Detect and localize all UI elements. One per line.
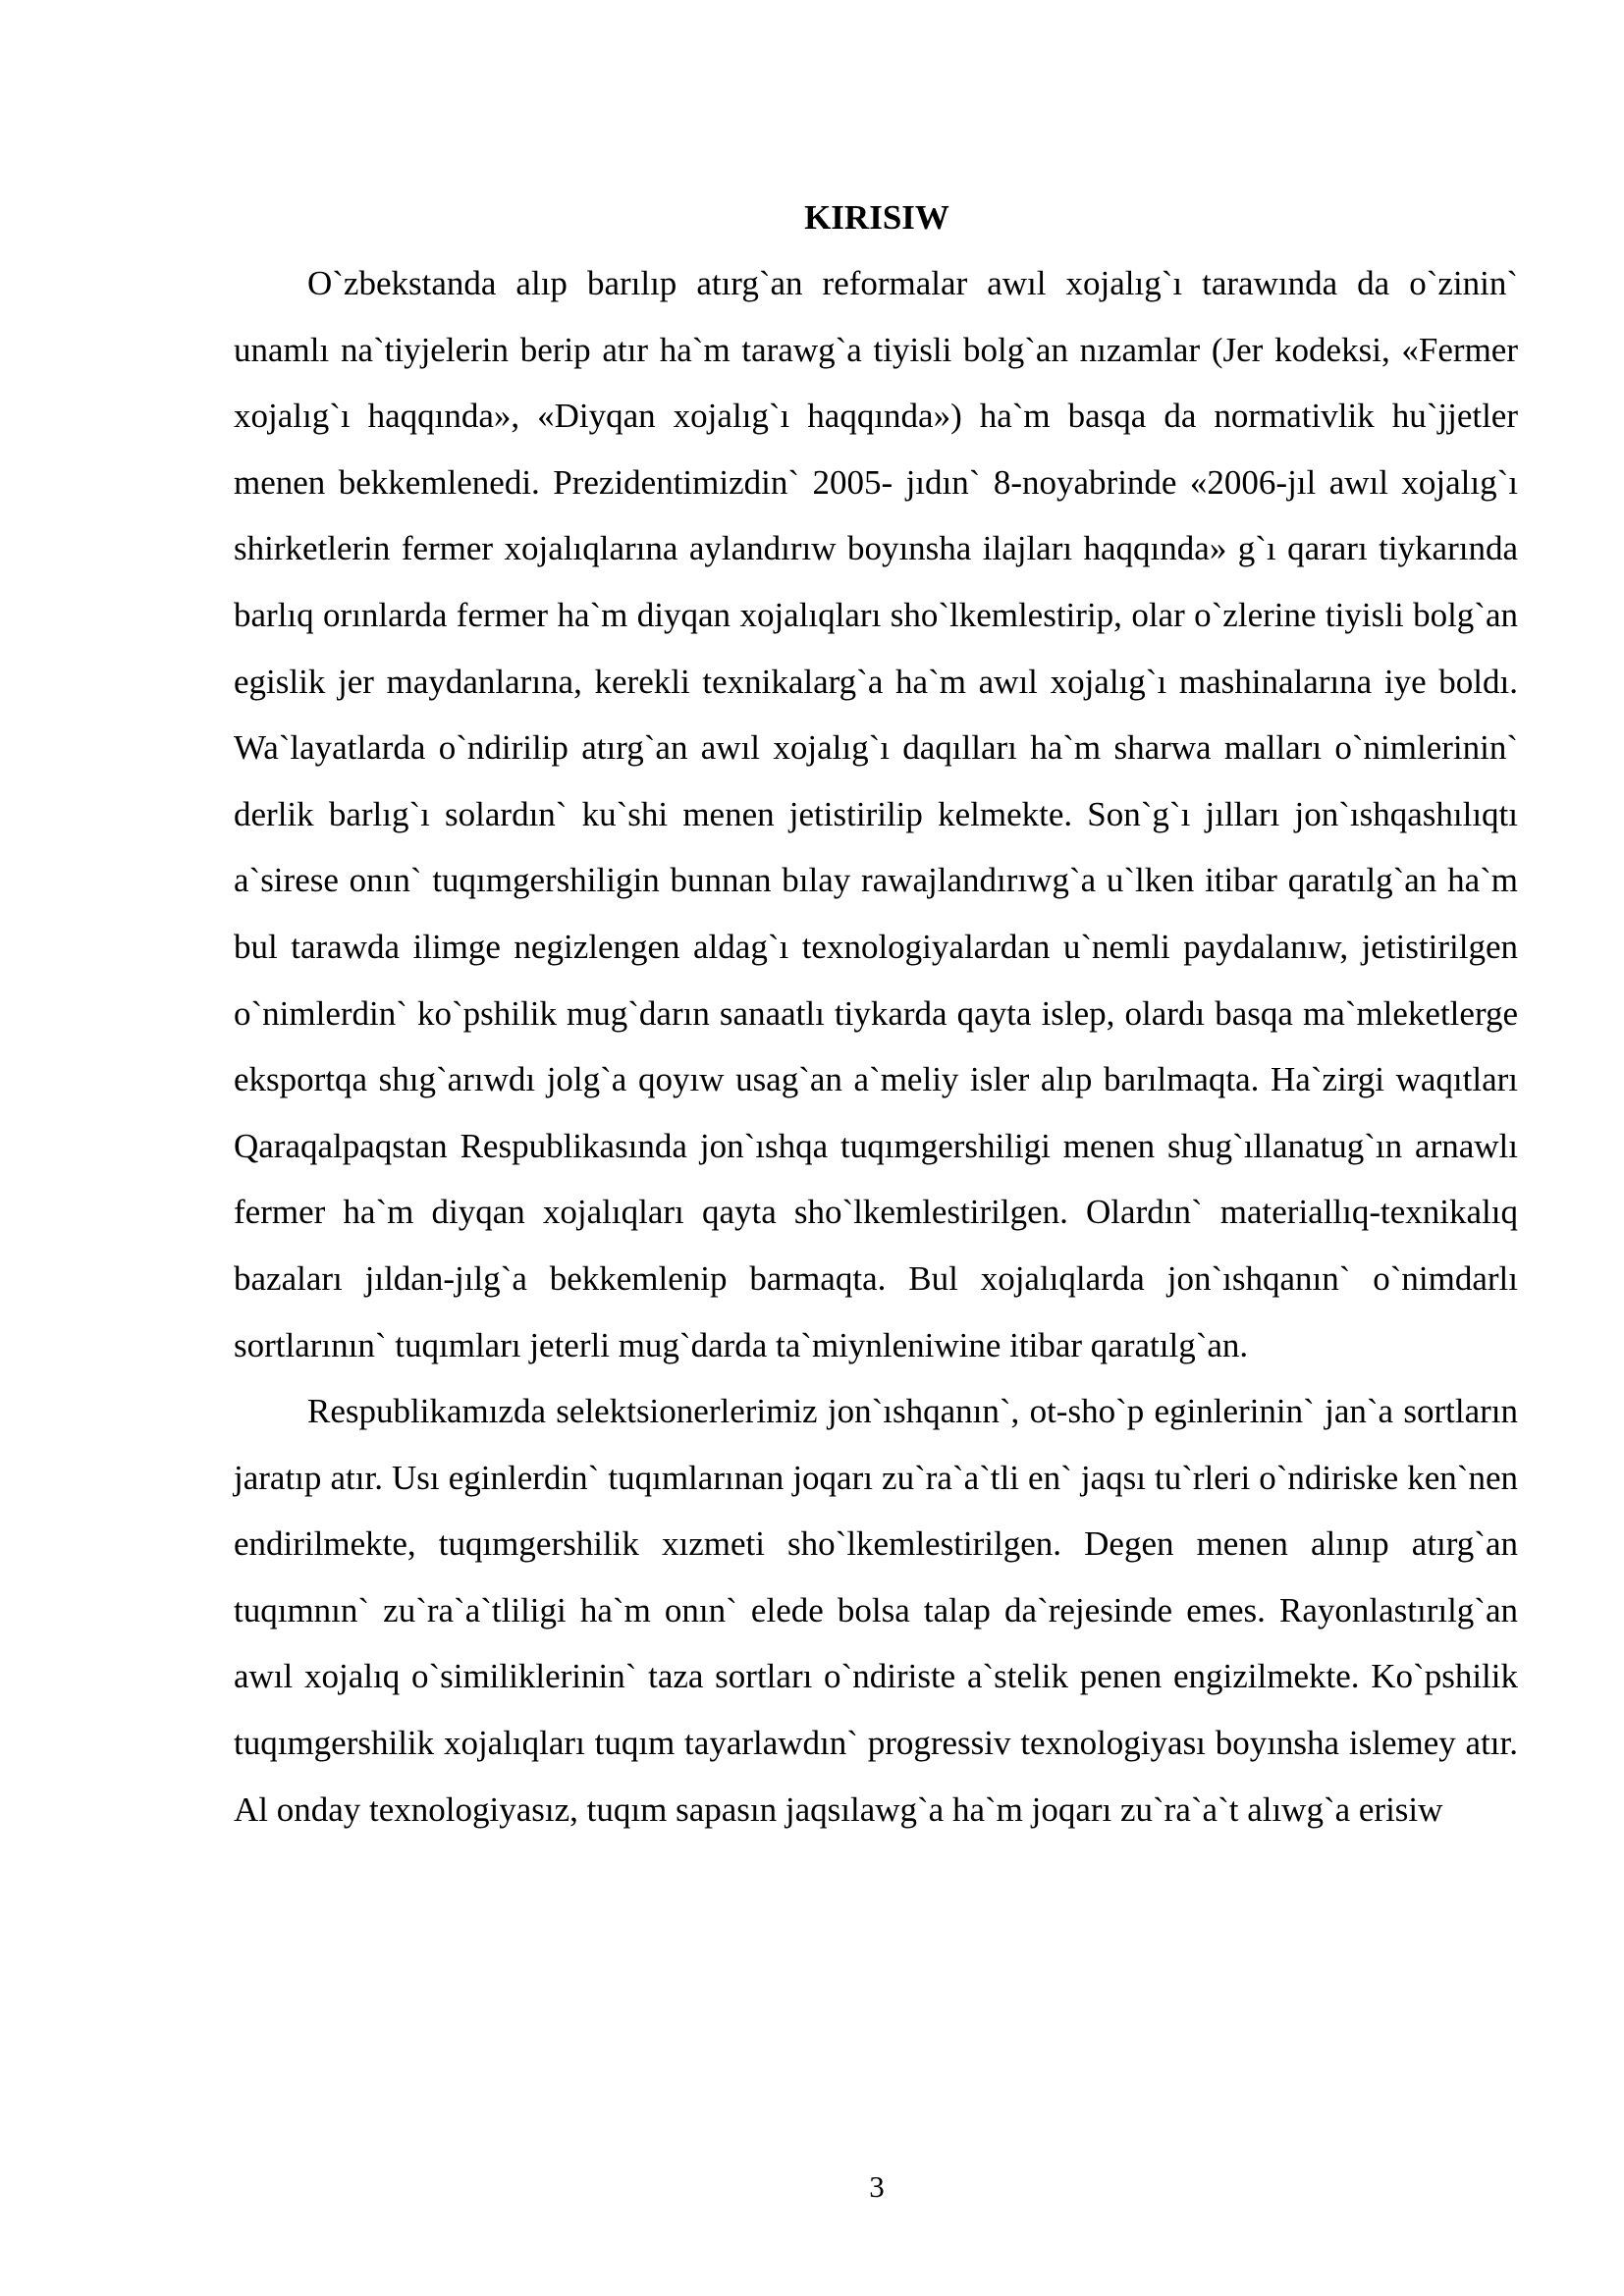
page-number: 3 xyxy=(869,2169,885,2204)
page-title: KIRISIW xyxy=(804,198,949,237)
paragraph-1: O`zbekstanda alıp barılıp atırg`an reformalar awıl xojalıg`ı tarawında da o`zinin` unamlı na`tiyjelerin berip atır ha`m tarawg`a tiyisli bolg`an nızamlar (Jer kodeksi, «Fermer xojalıg`ı haqqında», «Diyqan xojalıg`ı haqqında») ha`m basqa da normativlik hu`jjetler menen bekkemlenedi. Prezidentimizdin` 2005- jıdın` 8-noyabrinde «2006-jıl awıl xojalıg`ı shirketlerin fermer xojalıqlarına aylandırıw boyınsha ilajları haqqında» g`ı qararı tiykarında barlıq orınlarda fermer ha`m diyqan xojalıqları sho`lkemlestirip, olar o`zlerine tiyisli bolg`an egislik jer maydanlarına, kerekli texnikalarg`a ha`m awıl xojalıg`ı mashinalarına iye boldı. Wa`layatlarda o`ndirilip atırg`an awıl xojalıg`ı daqılları ha`m sharwa malları o`nimlerinin` derlik barlıg`ı solardın` ku`shi menen jetistirilip kelmekte. Son`g`ı jılları jon`ıshqashılıqtı a`sirese onın` tuqımgershiligin bunnan bılay rawajlandırıwg`a u`lken itibar qaratılg`an ha`m bul tarawda ilimge negizlengen aldag`ı texnologiyalardan u`nemli paydalanıw, jetistirilgen o`nimlerdin` ko`pshilik mug`darın sanaatlı tiykarda qayta islep, olardı basqa ma`mleketlerge eksportqa shıg`arıwdı jolg`a qoyıw usag`an a`meliy isler alıp barılmaqta. Ha`zirgi waqıtları Qaraqalpaqstan Respublikasında jon`ıshqa tuqımgershiligi menen shug`ıllanatug`ın arnawlı fermer ha`m diyqan xojalıqları qayta sho`lkemlestirilgen. Olardın` materiallıq-texnikalıq bazaları jıldan-jılg`a bekkemlenip barmaqta. Bul xojalıqlarda jon`ıshqanın` o`nimdarlı sortlarının` tuqımları jeterli mug`darda ta`miynleniwine itibar qaratılg`an. xyxy=(234,264,1518,1364)
body-text xyxy=(234,250,1518,1842)
paragraph-2: Respublikamızda selektsionerlerimiz jon`ıshqanın`, ot-sho`p eginlerinin` jan`a sortların jaratıp atır. Usı eginlerdin` tuqımlarınan joqarı zu`ra`a`tli en` jaqsı tu`rleri o`ndiriske ken`nen endirilmekte, tuqımgershilik xızmeti sho`lkemlestirilgen. Degen menen alınıp atırg`an tuqımnın` zu`ra`a`tliligi ha`m onın` elede bolsa talap da`rejesinde emes. Rayonlastırılg`an awıl xojalıq o`similiklerinin` taza sortları o`ndiriste a`stelik penen engizilmekte. Ko`pshilik tuqımgershilik xojalıqları tuqım tayarlawdın` progressiv texnologiyası boyınsha islemey atır. Al onday texnologiyasız, tuqım sapasın jaqsılawg`a ha`m joqarı zu`ra`a`t alıwg`a erisiw xyxy=(234,1392,1518,1829)
